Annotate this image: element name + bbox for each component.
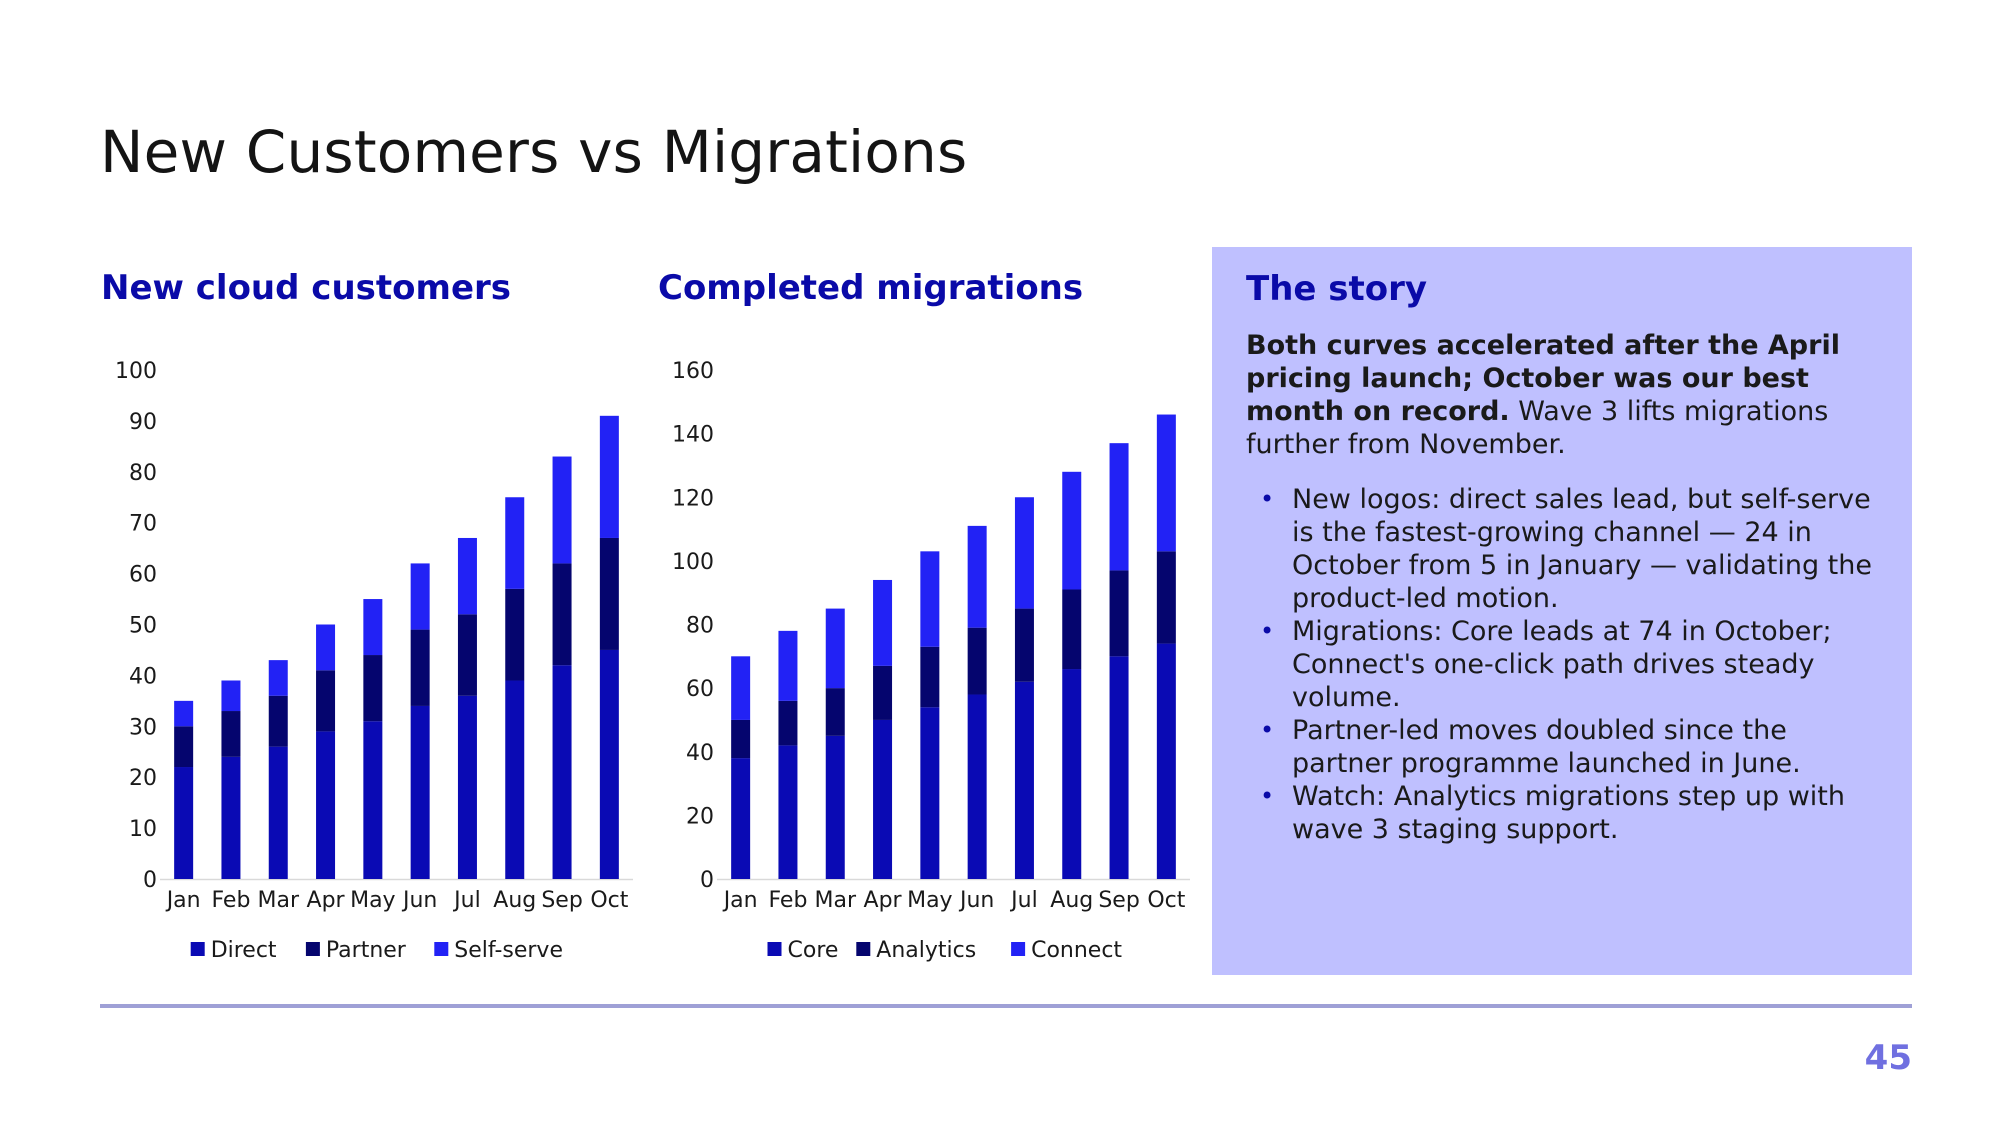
bar-segment-partner <box>174 726 193 767</box>
bar-segment-core <box>873 720 892 879</box>
x-tick-label: Mar <box>814 888 857 913</box>
bar-segment-direct <box>269 747 288 879</box>
bar-segment-direct <box>505 680 524 879</box>
y-tick-label: 40 <box>129 664 157 690</box>
legend-swatch <box>1011 942 1025 956</box>
x-tick-label: Oct <box>1147 888 1186 913</box>
bar-segment-direct <box>221 757 240 879</box>
story-title: The story <box>1246 269 1428 309</box>
legend-label: Direct <box>210 938 277 963</box>
bar-segment-core <box>778 745 797 879</box>
bar-segment-analytics <box>778 701 797 746</box>
bar-segment-self-serve <box>174 701 193 726</box>
y-tick-label: 0 <box>700 868 714 893</box>
story-bullet <box>1246 615 1878 714</box>
bar-segment-connect <box>1015 497 1034 608</box>
story-lead-bold: Both curves accelerated after the April pricing launch; October was our best month on record. <box>1246 330 1840 427</box>
y-tick-label: 60 <box>686 677 714 703</box>
bar-segment-partner <box>363 655 382 721</box>
y-tick-label: 80 <box>129 460 157 486</box>
y-tick-label: 20 <box>129 766 157 792</box>
y-tick-label: 30 <box>129 715 157 741</box>
y-tick-label: 70 <box>129 511 157 537</box>
x-tick-label: Apr <box>863 888 902 913</box>
x-tick-label: Mar <box>257 888 300 913</box>
bar-segment-partner <box>269 696 288 747</box>
story-bullet-text: Watch: Analytics migrations step up with wave 3 staging support. <box>1292 781 1845 845</box>
x-tick-label: Feb <box>211 888 251 913</box>
y-tick-label: 100 <box>115 359 157 384</box>
legend-label: Self-serve <box>454 938 564 963</box>
bar-segment-connect <box>1157 415 1176 552</box>
legend-swatch <box>434 942 448 956</box>
legend-swatch <box>306 942 320 956</box>
bar-segment-direct <box>174 767 193 879</box>
bar-segment-connect <box>1110 443 1129 570</box>
bar-segment-direct <box>458 696 477 879</box>
chart-title-migrations: Completed migrations <box>658 268 1084 308</box>
y-tick-label: 140 <box>672 422 714 448</box>
y-tick-label: 90 <box>129 409 157 435</box>
bar-segment-core <box>1157 644 1176 879</box>
story-bullet <box>1246 483 1878 615</box>
story-bullet-text: Migrations: Core leads at 74 in October; Connect's one-click path drives steady volume. <box>1292 616 1832 713</box>
footer-divider <box>100 1004 1912 1008</box>
bar-segment-analytics <box>1062 590 1081 670</box>
legend-label: Core <box>787 938 839 963</box>
bar-segment-connect <box>873 580 892 666</box>
bar-segment-self-serve <box>553 457 572 564</box>
x-tick-label: Jan <box>723 888 758 913</box>
bar-segment-direct <box>411 706 430 879</box>
bullet-icon: • <box>1260 617 1275 645</box>
bar-segment-self-serve <box>600 416 619 538</box>
bar-segment-partner <box>505 589 524 681</box>
page-number: 45 <box>1864 1038 1912 1078</box>
story-lead <box>1246 329 1878 461</box>
y-tick-label: 10 <box>129 817 157 843</box>
x-tick-label: Jun <box>959 888 995 913</box>
bar-segment-analytics <box>873 666 892 720</box>
bar-segment-self-serve <box>363 599 382 655</box>
x-tick-label: Aug <box>1050 888 1094 913</box>
legend-label: Partner <box>325 938 406 963</box>
bar-segment-analytics <box>826 688 845 736</box>
bar-segment-analytics <box>920 647 939 707</box>
bar-segment-core <box>968 694 987 879</box>
bar-segment-partner <box>411 630 430 706</box>
legend-swatch <box>191 942 205 956</box>
bar-segment-analytics <box>1157 551 1176 643</box>
story-bullet-text: Partner-led moves doubled since the partner programme launched in June. <box>1292 715 1801 779</box>
story-bullet-text: New logos: direct sales lead, but self-serve is the fastest-growing channel — 24 in October from 5 in January — validating the product-led motion. <box>1292 484 1872 614</box>
x-tick-label: Aug <box>493 888 537 913</box>
new-customers-chart <box>100 340 640 980</box>
bar-segment-core <box>1062 669 1081 879</box>
x-tick-label: Jun <box>402 888 438 913</box>
chart-title-new-customers: New cloud customers <box>101 268 512 308</box>
bar-segment-partner <box>316 670 335 731</box>
y-tick-label: 20 <box>686 804 714 830</box>
bar-segment-connect <box>778 631 797 701</box>
bar-segment-core <box>826 736 845 879</box>
x-tick-label: Jul <box>454 888 481 913</box>
x-tick-label: May <box>350 888 396 913</box>
y-tick-label: 100 <box>672 549 714 575</box>
y-tick-label: 160 <box>672 359 714 384</box>
x-tick-label: Sep <box>1098 888 1140 913</box>
legend-label: Connect <box>1031 938 1123 963</box>
bar-segment-analytics <box>731 720 750 758</box>
legend-swatch <box>768 942 782 956</box>
bar-segment-core <box>1110 656 1129 879</box>
bar-segment-partner <box>553 563 572 665</box>
bullet-icon: • <box>1260 716 1275 744</box>
x-tick-label: Apr <box>306 888 345 913</box>
bar-segment-analytics <box>1015 609 1034 682</box>
bullet-icon: • <box>1260 782 1275 810</box>
bar-segment-core <box>1015 682 1034 879</box>
story-panel <box>1212 247 1912 975</box>
x-tick-label: Jul <box>1011 888 1038 913</box>
bar-segment-connect <box>731 656 750 720</box>
legend-label: Analytics <box>876 938 977 963</box>
bullet-icon: • <box>1260 485 1275 513</box>
y-tick-label: 50 <box>129 613 157 639</box>
bar-segment-direct <box>316 731 335 879</box>
bar-segment-self-serve <box>316 625 335 671</box>
legend-swatch <box>856 942 870 956</box>
bar-segment-direct <box>600 650 619 879</box>
bar-segment-self-serve <box>505 497 524 589</box>
bar-segment-partner <box>221 711 240 757</box>
migrations-chart <box>657 340 1197 980</box>
bar-segment-partner <box>600 538 619 650</box>
x-tick-label: Feb <box>768 888 808 913</box>
bar-segment-connect <box>968 526 987 628</box>
bar-segment-core <box>920 707 939 879</box>
bar-segment-analytics <box>968 628 987 695</box>
bar-segment-direct <box>363 721 382 879</box>
slide-title: New Customers vs Migrations <box>100 118 968 186</box>
bar-segment-self-serve <box>221 680 240 711</box>
bar-segment-direct <box>553 665 572 879</box>
bar-segment-self-serve <box>458 538 477 614</box>
bar-segment-analytics <box>1110 570 1129 656</box>
y-tick-label: 120 <box>672 486 714 512</box>
y-tick-label: 0 <box>143 868 157 893</box>
y-tick-label: 40 <box>686 740 714 766</box>
bar-segment-self-serve <box>411 563 430 629</box>
bar-segment-connect <box>826 609 845 689</box>
bar-segment-core <box>731 758 750 879</box>
x-tick-label: Oct <box>590 888 629 913</box>
bar-segment-partner <box>458 614 477 695</box>
bar-segment-connect <box>1062 472 1081 590</box>
x-tick-label: May <box>907 888 953 913</box>
story-lead-rest: Wave 3 lifts migrations further from November. <box>1246 396 1829 460</box>
story-bullets <box>1246 483 1878 846</box>
bar-segment-self-serve <box>269 660 288 696</box>
story-bullet <box>1246 780 1878 846</box>
x-tick-label: Jan <box>166 888 201 913</box>
bar-segment-connect <box>920 551 939 646</box>
x-tick-label: Sep <box>541 888 583 913</box>
y-tick-label: 80 <box>686 613 714 639</box>
y-tick-label: 60 <box>129 562 157 588</box>
story-bullet <box>1246 714 1878 780</box>
